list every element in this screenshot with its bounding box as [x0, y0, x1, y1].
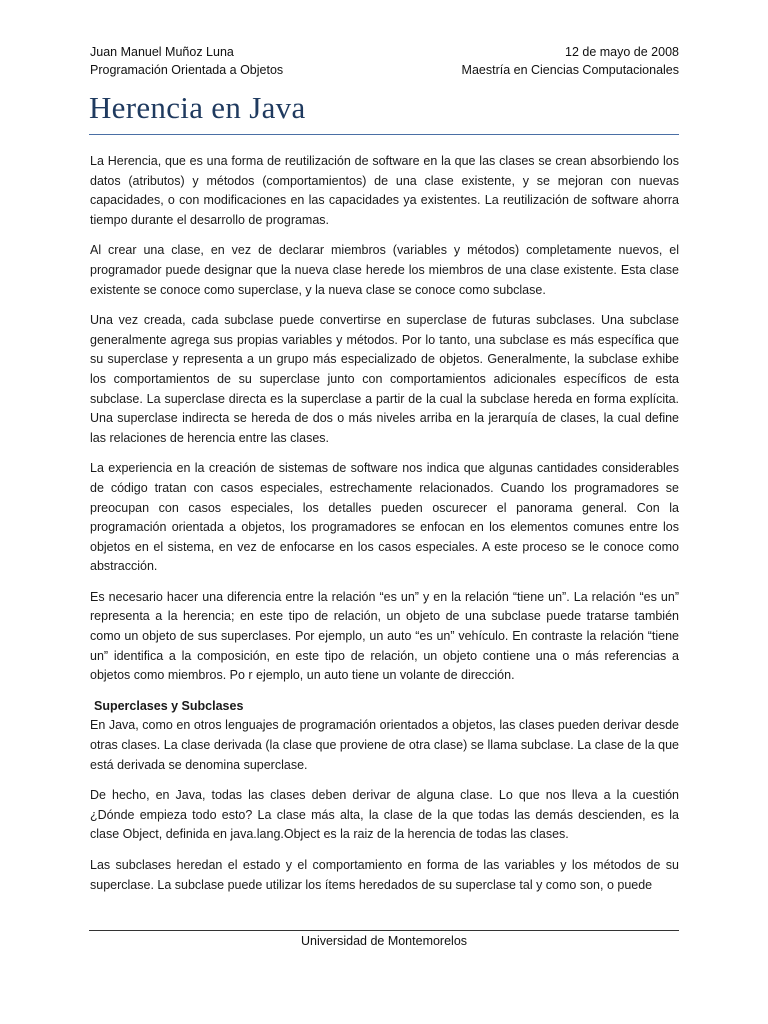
footer-divider [89, 930, 679, 931]
title-divider [89, 134, 679, 135]
paragraph: Una vez creada, cada subclase puede convertirse en superclase de futuras subclases. Una subclase generalmente agrega sus propias variables y métodos. Por lo tanto, una subclase es más específica que su superclase y representa a un grupo más especializado de objetos. Generalmente, la subclase exhibe los comportamientos de su superclase junto con comportamientos adicionales específicos de esta subclase. La superclase directa es la superclase a partir de la cual la subclase hereda en forma explícita. Una superclase indirecta se hereda de dos o más niveles arriba en la jerarquía de clases, la cual define las relaciones de herencia entre las clases. [90, 313, 679, 445]
header-date: 12 de mayo de 2008 [565, 45, 679, 59]
header-row-1 [90, 43, 679, 61]
paragraph: En Java, como en otros lenguajes de programación orientados a objetos, las clases pueden derivar desde otras clases. La clase derivada (la clase que proviene de otra clase) se llama subclase. La clase de la que está derivada se denomina superclase. [90, 718, 679, 772]
paragraph: La Herencia, que es una forma de reutilización de software en la que las clases se crean absorbiendo los datos (atributos) y métodos (comportamientos) de una clase existente, y se mejoran con nuevas capacidades, o con modificaciones en las capacidades ya existentes. La reutilización de software ahorra tiempo durante el desarrollo de programas. [90, 154, 679, 227]
header-program: Maestría en Ciencias Computacionales [461, 63, 679, 77]
paragraph: De hecho, en Java, todas las clases deben derivar de alguna clase. Lo que nos lleva a la cuestión ¿Dónde empieza todo esto? La clase más alta, la clase de la que todas las demás descienden, es la clase Object, definida en java.lang.Object es la raiz de la herencia de todas las clases. [90, 788, 679, 842]
header-author: Juan Manuel Muñoz Luna [90, 45, 234, 59]
header-row-2 [90, 61, 679, 79]
paragraph: Las subclases heredan el estado y el comportamiento en forma de las variables y los métodos de su superclase. La subclase puede utilizar los ítems heredados de su superclase tal y como son, o puede [90, 858, 679, 892]
section-subheading: Superclases y Subclases [94, 698, 244, 713]
page-title: Herencia en Java [89, 90, 306, 125]
paragraph: La experiencia en la creación de sistemas de software nos indica que algunas cantidades considerables de código tratan con casos especiales, estrechamente relacionados. Cuando los programadores se preocupan con casos especiales, los detalles pueden oscurecer el panorama general. Con la programación orientada a objetos, los programadores se enfocan en los elementos comunes entre los objetos en el sistema, en vez de enfocarse en los casos especiales. A este proceso se le conoce como abstracción. [90, 461, 679, 574]
paragraph: Al crear una clase, en vez de declarar miembros (variables y métodos) completamente nuevos, el programador puede designar que la nueva clase herede los miembros de una clase existente. Esta clase existente se conoce como superclase, y la nueva clase se conoce como subclase. [90, 243, 679, 297]
document-body [90, 152, 679, 906]
header-course: Programación Orientada a Objetos [90, 63, 284, 77]
paragraph: Es necesario hacer una diferencia entre la relación “es un” y en la relación “tiene un”. La relación “es un” representa a la herencia; en este tipo de relación, un objeto de una subclase puede tratarse también como un objeto de sus superclases. Por ejemplo, un auto “es un” vehículo. En contraste la relación “tiene un” identifica a la composición, en este tipo de relación, un objeto contiene una o más referencias a objetos como miembros. Po r ejemplo, un auto tiene un volante de dirección. [90, 589, 679, 683]
footer-text: Universidad de Montemorelos [300, 934, 468, 948]
